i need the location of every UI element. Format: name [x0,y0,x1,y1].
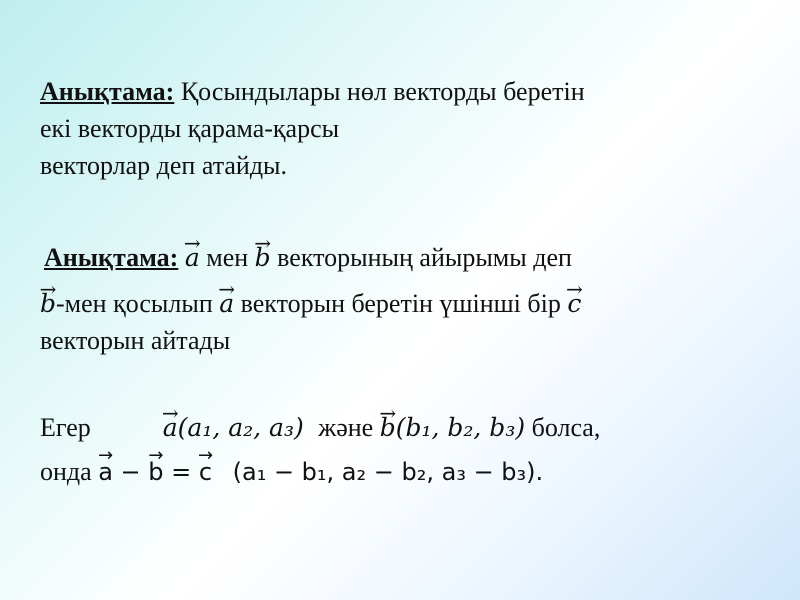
difference-coords: (a₁ − b₁, a₂ − b₂, a₃ − b₃). [232,458,544,486]
formula-b-coords: (b₁, b₂, b₃) [395,413,526,442]
definition2-line1 [44,242,572,274]
and-word: және [318,413,374,442]
definition2-text2: векторының айырымы деп [270,243,572,272]
vector-b-symbol-2: → b [40,288,56,320]
result-vector-a: → a [98,456,113,488]
equals-sign: = [171,458,192,486]
formula-vector-b: → b [380,412,396,444]
definition2-text1: мен [199,243,255,272]
formula-line2 [40,456,543,488]
definition2-term: Анықтама: [44,243,179,272]
vector-a-symbol-2: → a [219,288,234,320]
formula-a-coords: (a₁, a₂, a₃) [177,413,304,442]
definition2-line3: векторын айтады [40,326,231,355]
definition2-text4: векторын беретін үшінші бір [234,289,568,318]
definition1-line3: векторлар деп атайды. [40,151,288,180]
minus-sign: − [120,458,141,486]
definition1-text1: Қосындылары нөл векторды беретін [174,77,585,106]
result-vector-b: → b [148,456,163,488]
formula-vector-a: → a [163,412,178,444]
vector-b-symbol: → b [255,242,271,274]
definition2-line2 [40,288,581,320]
definition1-term: Анықтама: [40,77,175,106]
vector-c-symbol: → c [567,288,581,320]
definition1-line1 [40,76,585,108]
formula-line1 [40,412,600,444]
then-tail: болса, [531,413,601,442]
definition1-line2: екі векторды қарама-қарсы [40,114,340,143]
result-vector-c: → c [199,456,212,488]
definition2-text3: -мен қосылып [56,289,220,318]
if-word: Егер [40,413,91,442]
difference-expression [98,458,212,486]
then-word: онда [40,457,92,486]
vector-a-symbol: → a [185,242,200,274]
